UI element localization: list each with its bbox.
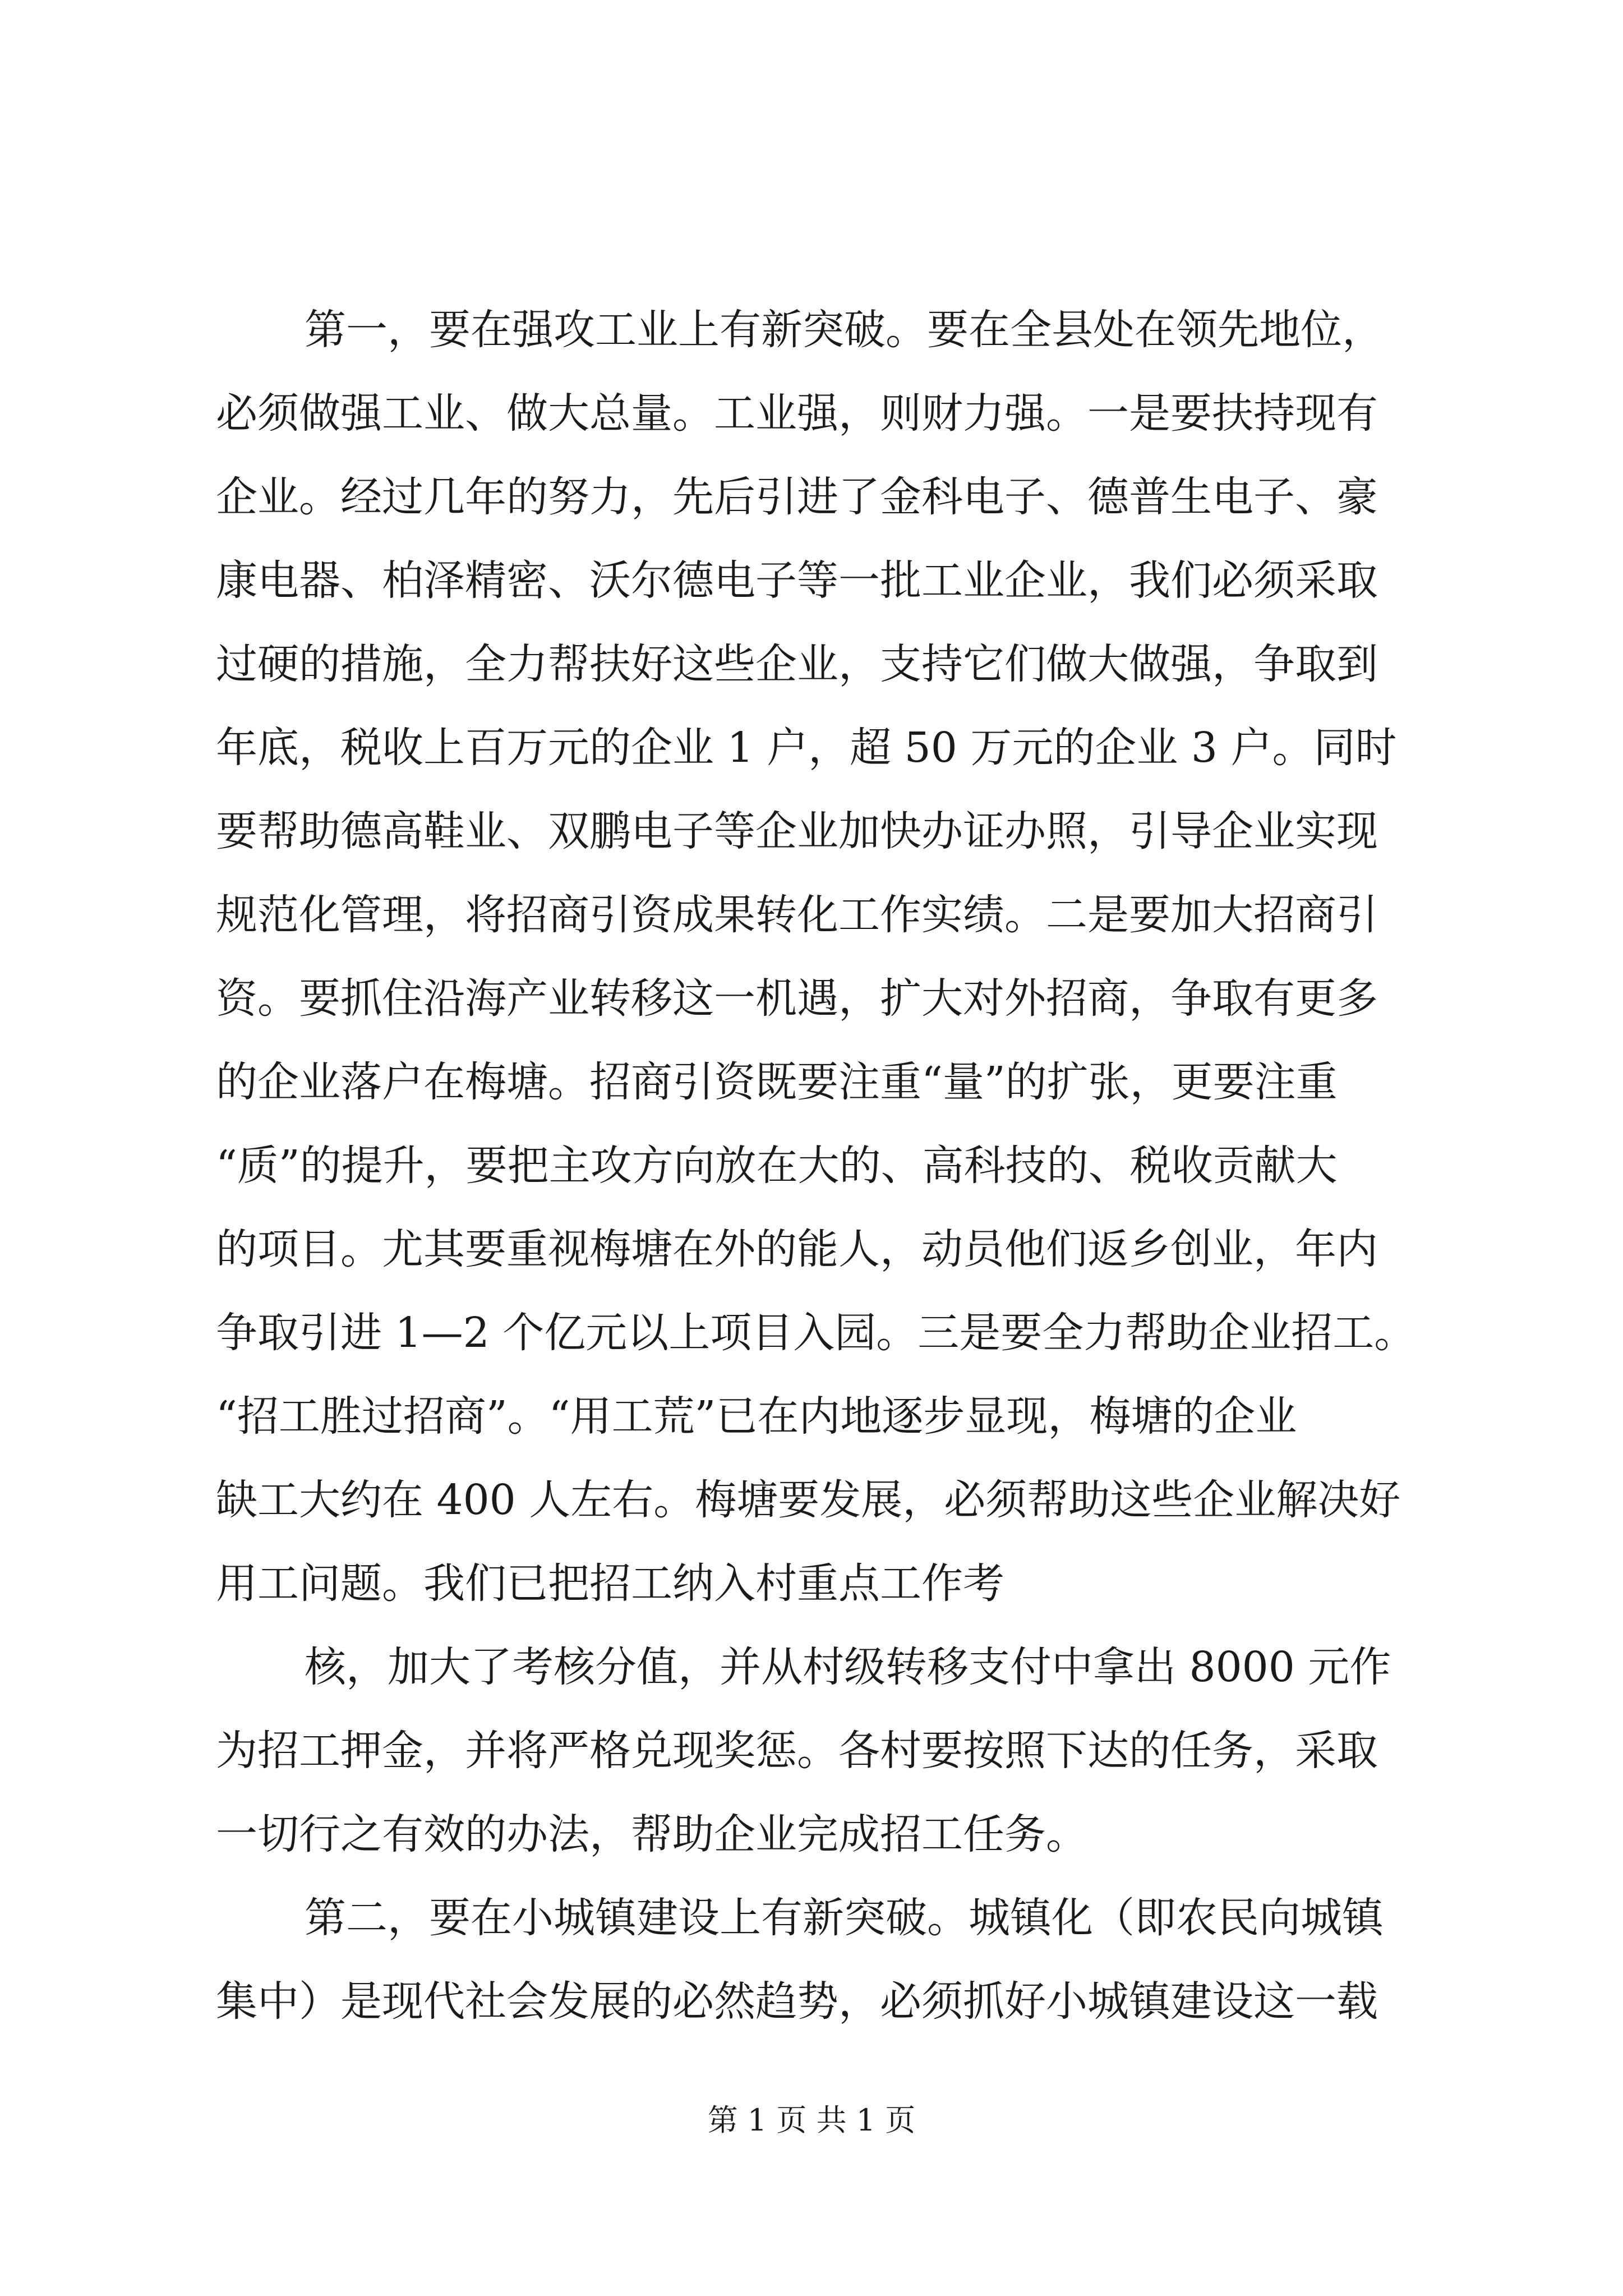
page-number-label: 第 1 页 共 1 页: [707, 2102, 916, 2138]
text-line-content: 一切行之有效的办法，帮助企业完成招工任务。: [216, 1810, 1087, 1858]
text-line-content: 的企业落户在梅塘。招商引资既要注重“量”的扩张，更要注重: [216, 1058, 1338, 1106]
text-line-content: “质”的提升，要把主攻方向放在大的、高科技的、税收贡献大: [216, 1142, 1338, 1190]
text-line: [0, 1306, 1623, 1360]
text-line: [0, 554, 1623, 608]
text-line-content: 必须做强工业、做大总量。工业强，则财力强。一是要扶持现有: [216, 389, 1378, 438]
text-line-content: 规范化管理，将招商引资成果转化工作实绩。二是要加大招商引: [216, 891, 1378, 939]
text-line: [0, 1975, 1623, 2028]
text-line-content: 第二，要在小城镇建设上有新突破。城镇化（即农民向城镇: [305, 1894, 1384, 1942]
text-line-content: “招工胜过招商”。“用工荒”已在内地逐步显现，梅塘的企业: [216, 1392, 1297, 1441]
text-line-content: 集中）是现代社会发展的必然趋势，必须抓好小城镇建设这一载: [216, 1977, 1378, 2026]
text-line-content: 康电器、柏泽精密、沃尔德电子等一批工业企业，我们必须采取: [216, 556, 1378, 605]
text-line: [0, 804, 1623, 858]
text-line: [0, 303, 1623, 357]
text-line: [0, 470, 1623, 524]
text-line-content: 年底，税收上百万元的企业 1 户，超 50 万元的企业 3 户。同时: [216, 724, 1397, 772]
text-line-content: 要帮助德高鞋业、双鹏电子等企业加快办证办照，引导企业实现: [216, 807, 1378, 855]
text-line-content: 核，加大了考核分值，并从村级转移支付中拿出 8000 元作: [305, 1643, 1391, 1691]
text-line: [0, 1055, 1623, 1109]
text-line: [0, 1139, 1623, 1193]
text-line: [0, 1473, 1623, 1527]
text-line: [0, 1807, 1623, 1861]
text-line: [0, 721, 1623, 775]
text-line-content: 企业。经过几年的努力，先后引进了金科电子、德普生电子、豪: [216, 473, 1378, 521]
text-line-content: 用工问题。我们已把招工纳入村重点工作考: [216, 1559, 1004, 1608]
text-line: [0, 888, 1623, 942]
text-line: [0, 1389, 1623, 1443]
text-line: [0, 1640, 1623, 1694]
text-line-content: 过硬的措施，全力帮扶好这些企业，支持它们做大做强，争取到: [216, 640, 1378, 688]
text-line-content: 为招工押金，并将严格兑现奖惩。各村要按照下达的任务，采取: [216, 1727, 1378, 1775]
page-footer: [0, 2101, 1623, 2140]
text-line: [0, 972, 1623, 1025]
text-line-content: 的项目。尤其要重视梅塘在外的能人，动员他们返乡创业，年内: [216, 1225, 1378, 1273]
text-line: [0, 637, 1623, 691]
text-line: [0, 1724, 1623, 1778]
text-line-content: 缺工大约在 400 人左右。梅塘要发展，必须帮助这些企业解决好: [216, 1476, 1401, 1524]
text-line-content: 资。要抓住沿海产业转移这一机遇，扩大对外招商，争取有更多: [216, 974, 1378, 1023]
text-line: [0, 1891, 1623, 1945]
text-line: [0, 1222, 1623, 1276]
text-line-content: 第一，要在强攻工业上有新突破。要在全县处在领先地位，: [305, 306, 1384, 354]
text-line: [0, 386, 1623, 440]
text-line: [0, 1557, 1623, 1611]
text-line-content: 争取引进 1—2 个亿元以上项目入园。三是要全力帮助企业招工。: [216, 1309, 1416, 1357]
